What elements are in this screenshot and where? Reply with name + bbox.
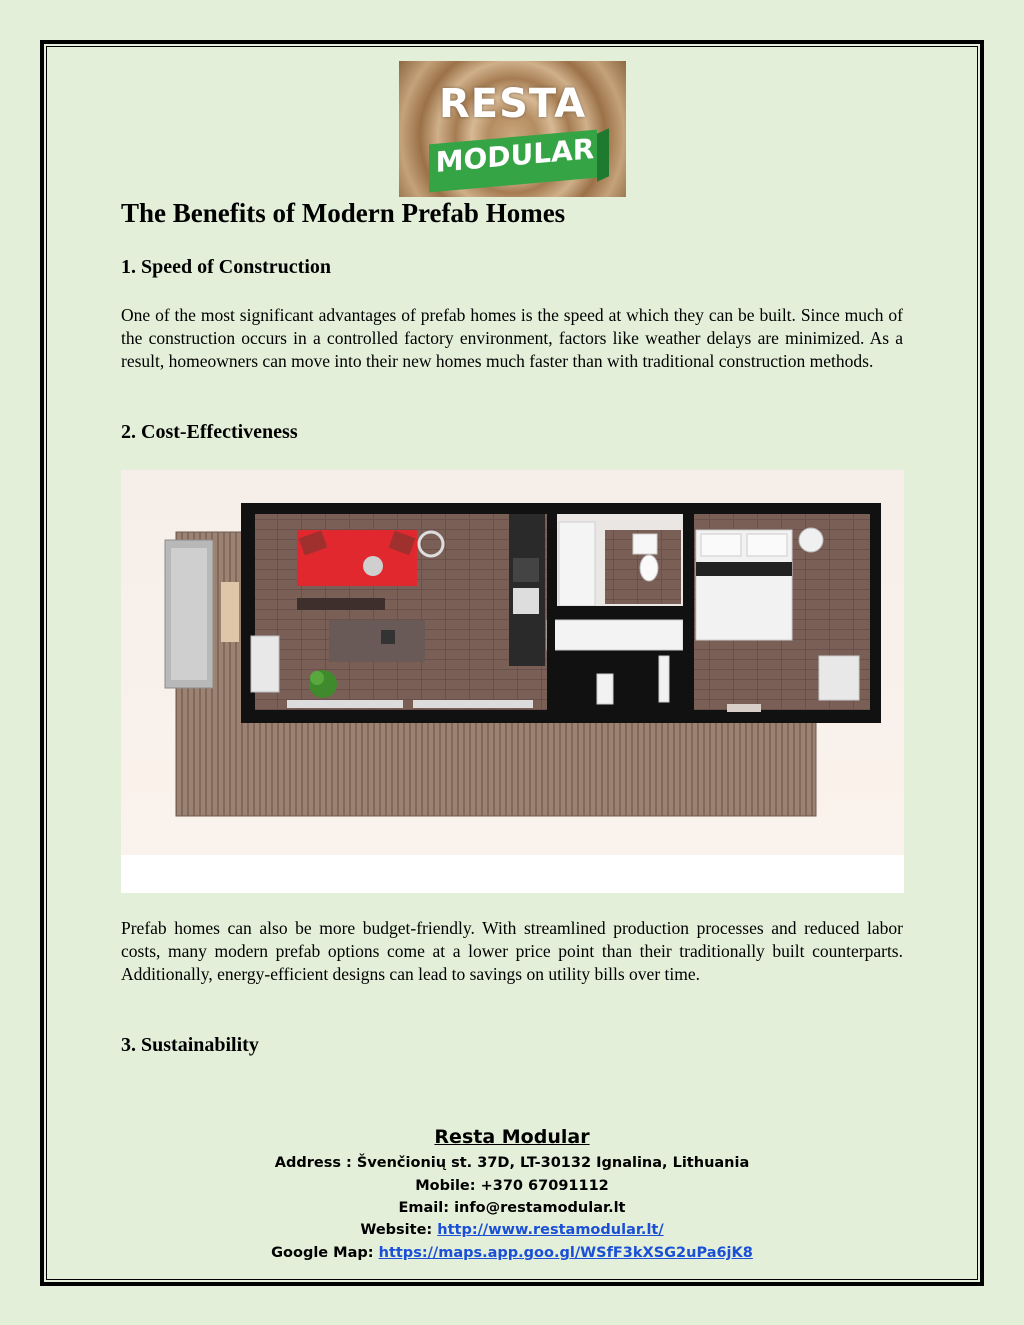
footer-website <box>0 1222 1024 1238</box>
google-map-link[interactable]: https://maps.app.goo.gl/WSfF3kXSG2uPa6jK8 <box>378 1245 753 1261</box>
logo-text-modular: MODULAR <box>435 132 595 179</box>
section-heading-cost: 2. Cost-Effectiveness <box>121 421 298 443</box>
floor-plan-image <box>121 470 904 893</box>
footer-map <box>0 1245 1024 1261</box>
section-text-speed: One of the most significant advantages of prefab homes is the speed at which they can be built. Since much of the construction occurs in a controlled factory environment, factors like weather delays are minimized. As a result, homeowners can move into their new homes much faster than with traditional construction methods. <box>121 305 903 371</box>
footer-email: Email: info@restamodular.lt <box>398 1200 626 1216</box>
page-title: The Benefits of Modern Prefab Homes <box>121 198 566 228</box>
footer-map-label: Google Map: <box>271 1245 379 1261</box>
section-heading-sustainability: 3. Sustainability <box>121 1034 259 1056</box>
section-text-cost: Prefab homes can also be more budget-friendly. With streamlined production processes and reduced labor costs, many modern prefab options come at a lower price point than their traditionally built counterparts. Additionally, energy-efficient designs can lead to savings on utility bills over time. <box>121 918 903 984</box>
footer-mobile: Mobile: +370 67091112 <box>415 1178 609 1194</box>
section-heading-speed: 1. Speed of Construction <box>121 256 332 278</box>
footer-address: Address : Švenčionių st. 37D, LT-30132 Ignalina, Lithuania <box>274 1155 750 1171</box>
resta-modular-logo <box>399 61 626 197</box>
logo-plate-side <box>597 128 609 182</box>
logo-text-resta: RESTA <box>438 81 587 127</box>
floor-plan-illustration <box>121 470 904 893</box>
website-link[interactable]: http://www.restamodular.lt/ <box>437 1222 664 1238</box>
footer-website-label: Website: <box>360 1222 438 1238</box>
footer-company-name: Resta Modular <box>434 1126 590 1148</box>
